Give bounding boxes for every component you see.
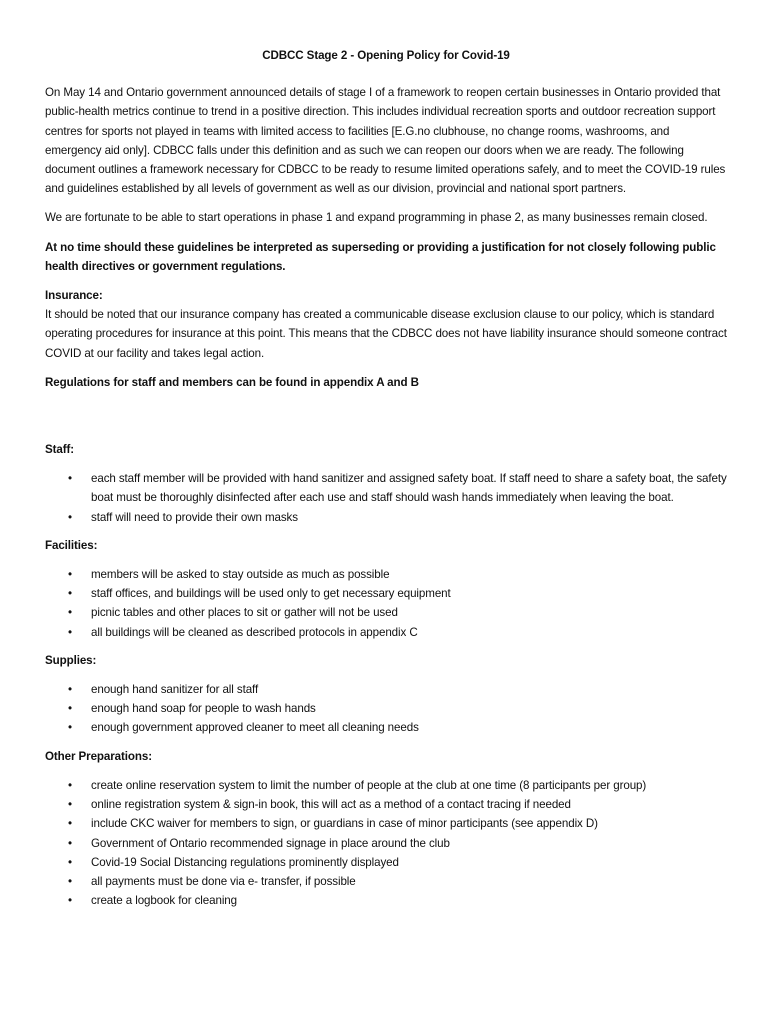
list-item-text: Covid-19 Social Distancing regulations prominently displayed [91, 855, 399, 869]
bullet-icon: • [68, 606, 72, 620]
insurance-heading: Insurance: [45, 289, 103, 303]
list-item [45, 853, 727, 872]
list-item-text: create a logbook for cleaning [91, 894, 237, 908]
bullet-icon: • [68, 894, 72, 908]
bullet-icon: • [68, 817, 72, 831]
section-spacer [45, 402, 727, 440]
bullet-icon: • [68, 836, 72, 850]
list-item [45, 795, 727, 814]
list-item-text: create online reservation system to limit the number of people at the club at one time (8 participants per group) [91, 778, 647, 792]
insurance-paragraph: It should be noted that our insurance company has created a communicable disease exclusion clause to our policy, which is standard operating procedures for insurance at this point. This means that the CDBCC does not have liability insurance should someone contract COVID at our facility and takes legal action. [45, 308, 727, 360]
list-item [45, 834, 727, 853]
staff-list [45, 469, 727, 527]
intro-paragraph: On May 14 and Ontario government announced details of stage I of a framework to reopen certain businesses in Ontario provided that public-health metrics continue to trend in a positive direction. This includes individual recreation sports and outdoor recreation support centres for sports not played in teams with limited access to facilities [E.G.no clubhouse, no change rooms, washrooms, and emergency aid only]. CDBCC falls under this definition and as such we can reopen our doors when we are ready. The following document outlines a framework necessary for CDBCC to be ready to resume limited operations safely, and to meet the COVID-19 rules and guidelines established by all levels of government as well as our division, provincial and national sport partners. [45, 86, 726, 196]
supplies-heading: Supplies: [45, 653, 97, 667]
regulations-note: Regulations for staff and members can be found in appendix A and B [45, 375, 419, 389]
warning-paragraph: At no time should these guidelines be interpreted as superseding or providing a justification for not closely following public health directives or government regulations. [45, 240, 716, 273]
list-item [45, 776, 727, 795]
document-body [45, 46, 727, 919]
other-preparations-list [45, 776, 727, 910]
facilities-list [45, 565, 727, 642]
list-item [45, 680, 727, 699]
phase-paragraph: We are fortunate to be able to start operations in phase 1 and expand programming in phase 2, as many businesses remain closed. [45, 211, 708, 225]
list-item-text: members will be asked to stay outside as much as possible [91, 568, 390, 582]
list-item [45, 469, 727, 507]
bullet-icon: • [68, 568, 72, 582]
bullet-icon: • [68, 855, 72, 869]
list-item [45, 718, 727, 737]
supplies-list [45, 680, 727, 738]
bullet-icon: • [68, 472, 72, 486]
bullet-icon: • [68, 587, 72, 601]
bullet-icon: • [68, 625, 72, 639]
staff-heading: Staff: [45, 443, 75, 457]
list-item-text: enough hand soap for people to wash hands [91, 702, 316, 716]
other-preparations-heading: Other Preparations: [45, 749, 152, 763]
bullet-icon: • [68, 510, 72, 524]
list-item [45, 603, 727, 622]
list-item-text: staff offices, and buildings will be used only to get necessary equipment [91, 587, 451, 601]
list-item [45, 814, 727, 833]
list-item [45, 584, 727, 603]
bullet-icon: • [68, 874, 72, 888]
list-item-text: online registration system & sign-in book, this will act as a method of a contact tracing if needed [91, 798, 571, 812]
list-item-text: picnic tables and other places to sit or gather will not be used [91, 606, 398, 620]
bullet-icon: • [68, 721, 72, 735]
list-item-text: staff will need to provide their own masks [91, 510, 298, 524]
list-item [45, 699, 727, 718]
list-item-text: all buildings will be cleaned as described protocols in appendix C [91, 625, 418, 639]
document-title: CDBCC Stage 2 - Opening Policy for Covid-19 [262, 49, 510, 62]
bullet-icon: • [68, 778, 72, 792]
bullet-icon: • [68, 798, 72, 812]
list-item [45, 872, 727, 891]
list-item [45, 508, 727, 527]
bullet-icon: • [68, 702, 72, 716]
list-item-text: enough hand sanitizer for all staff [91, 683, 259, 697]
list-item [45, 891, 727, 910]
list-item-text: each staff member will be provided with hand sanitizer and assigned safety boat. If staff need to share a safety boat, the safety boat must be thoroughly disinfected after each use and staff should wash hands immediately when leaving the boat. [91, 472, 727, 505]
list-item [45, 623, 727, 642]
list-item-text: include CKC waiver for members to sign, or guardians in case of minor participants (see appendix D) [91, 817, 598, 831]
list-item-text: enough government approved cleaner to meet all cleaning needs [91, 721, 419, 735]
list-item-text: Government of Ontario recommended signage in place around the club [91, 836, 450, 850]
list-item [45, 565, 727, 584]
list-item-text: all payments must be done via e- transfer, if possible [91, 874, 356, 888]
bullet-icon: • [68, 683, 72, 697]
facilities-heading: Facilities: [45, 538, 98, 552]
